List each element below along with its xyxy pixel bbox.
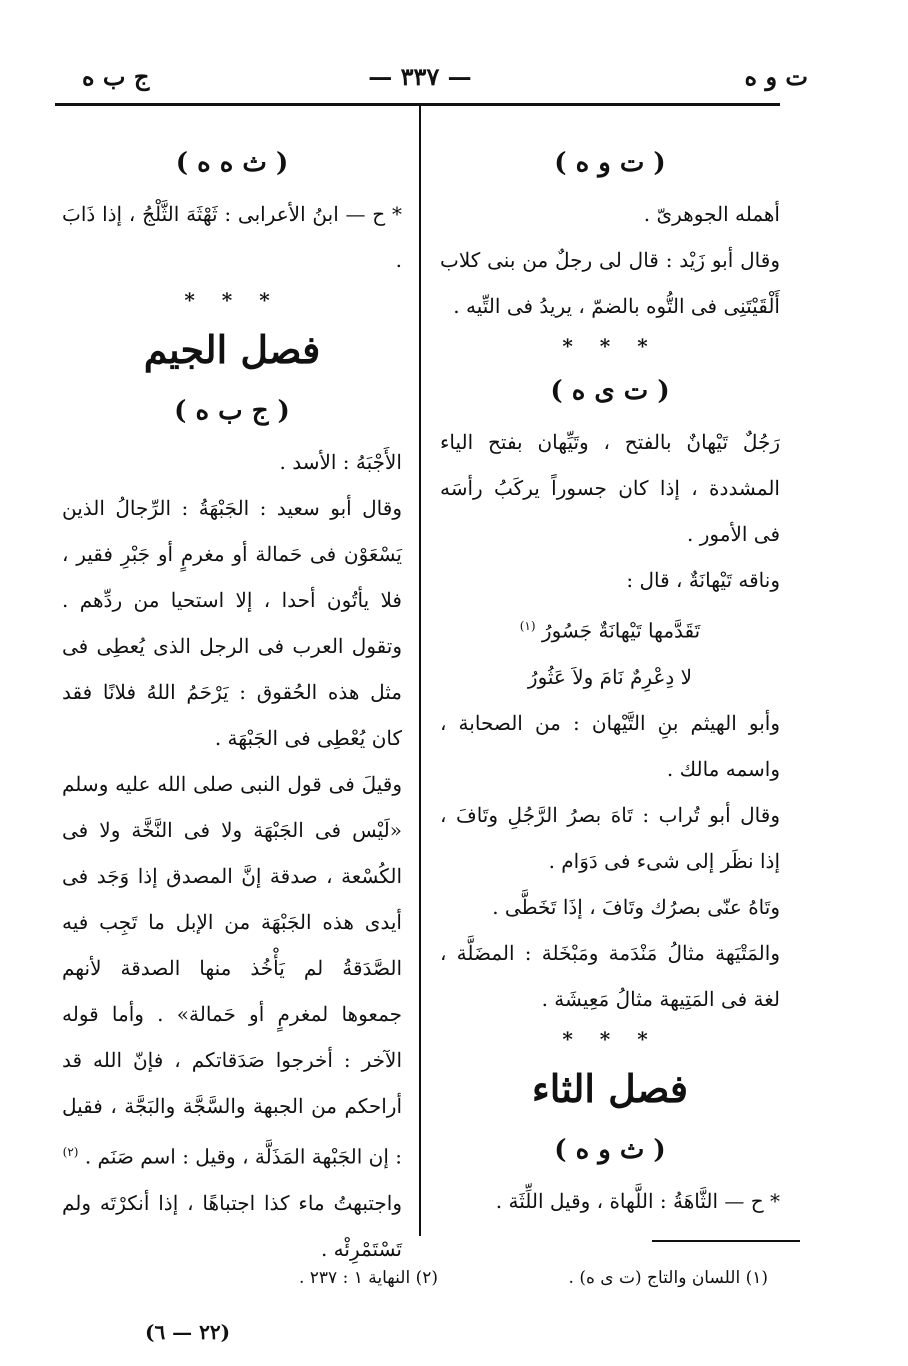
paragraph: وقال أبو زَيْد : قال لى رجلٌ من بنى كلاب أَلْقَيْتَنِى فى التُّوه بالضمّ ، يريدُ فى التِّيه . xyxy=(440,248,780,318)
paragraph-text: وقيلَ فى قول النبى صلى الله عليه وسلم «لَيْس فى الجَبْهَة ولا فى النَّخَّة ولا فى الكُسْعة ، صدقة إنَّ المصدق إذا وَجَد فى أيدى هذه الجَبْهَة من الإبل ما تَجِب فيه الصَّدَقةُ لم يَأْخُذ منها الصدقة لأنهم جمعوها لمغرمٍ أو حَمالة» . وأما قوله الآخر : أخرجوا صَدَقاتكم ، فإنّ الله قد أراحكم من الجبهة والسَّجَّة والبَجَّة ، فقيل : إن الجَبْهة المَذَلَّة ، وقيل : اسم صَنَم . xyxy=(62,772,402,1169)
section-title: فصل الثاء xyxy=(531,1065,689,1111)
paragraph: واجتبهتُ ماء كذا اجتباهًا ، إذا أنكرْتَه ولم تَسْتَمْرِئْه . xyxy=(62,1190,402,1261)
paragraph: * ح — ابنُ الأعرابى : ثَهْثَهَ الثَّلْجُ ، إذا ذَابَ . xyxy=(62,202,402,272)
footnote-marker: (١) xyxy=(519,619,536,633)
entry-heading-tyh: ( ت ى ه ) xyxy=(550,376,670,406)
entry-heading-thwh: ( ث و ه ) xyxy=(554,1134,666,1165)
poem-line xyxy=(440,603,780,654)
entry-heading-jbh: ( ج ب ه ) xyxy=(174,396,290,426)
footnote-1: (١) اللسان والتاج (ت ى ه) . xyxy=(568,1268,768,1288)
paragraph: الأَجْبَهُ : الأسد . xyxy=(279,450,402,474)
paragraph: والمَتْيَهة مثالُ مَنْدَمة ومَبْخَلة : المضَلَّة ، لغة فى المَتِيهة مثالُ مَعِيشَة . xyxy=(440,940,780,1011)
left-column xyxy=(62,135,402,1272)
footnote-2: (٢) النهاية ١ : ٢٣٧ . xyxy=(298,1268,438,1288)
section-title: فصل الجيم xyxy=(143,327,321,372)
right-column xyxy=(440,135,780,1224)
separator-stars: * * * xyxy=(184,288,280,312)
paragraph xyxy=(62,761,402,1180)
signature-mark: (٢٢ — ٦) xyxy=(145,1320,231,1344)
poem-line-text: تَقَدَّمها تَيْهانَةٌ جَسُورُ xyxy=(541,618,701,643)
header-left-keyword: ج ب ه xyxy=(82,62,150,91)
paragraph: وتَاهُ عنّى بصرُك وتَافَ ، إذَا تَخَطَّى . xyxy=(492,894,780,919)
footnote-marker: (٢) xyxy=(62,1145,79,1159)
column-divider xyxy=(419,106,421,1236)
paragraph: أهمله الجوهرىّ . xyxy=(643,202,780,226)
paragraph: وأبو الهيثم بنِ التَّيْهان : من الصحابة ، واسمه مالك . xyxy=(440,710,780,781)
page-number: — ٣٣٧ — xyxy=(368,62,472,91)
header-rule xyxy=(55,103,780,106)
entry-heading-thhh: ( ث ه ه ) xyxy=(175,148,289,178)
paragraph: وقال أبو سعيد : الجَبْهَةُ : الرِّجالُ الذين يَسْعَوْن فى حَمالة أو مغرمٍ أو جَبْرِ فقير ، فلا يأتُون أحدا ، إلا استحيا من ردِّهم . وتقول العرب فى الرجل الذى يُعطِى فى مثل هذه الحُقوق : يَرْحَمُ اللهُ فلانًا فقد كان يُعْطِى فى الجَبْهَة . xyxy=(62,496,402,750)
paragraph: وقال أبو تُراب : تَاهَ بصرُ الرَّجُلِ وتَافَ ، إذا نظَر إلى شىء فى دَوَام . xyxy=(440,802,780,873)
footnote-rule xyxy=(652,1240,800,1242)
separator-stars: * * * xyxy=(562,334,658,358)
paragraph: رَجُلٌ تَيْهانٌ بالفتح ، وتَيِّهان بفتح الياء المشددة ، إذا كان جسوراً يركَبُ رأسَه فى الأمور . xyxy=(440,430,780,546)
separator-stars: * * * xyxy=(562,1026,658,1051)
paragraph: * ح — الثَّاهَةُ : اللَّهاة ، وقيل اللِّثَة . xyxy=(495,1188,780,1213)
paragraph: وناقه تَيْهانَةٌ ، قال : xyxy=(626,568,780,592)
poem-line: لا دِعْرِمٌ نَامَ ولاَ عَثُورُ xyxy=(527,664,693,689)
entry-heading-twh: ( ت و ه ) xyxy=(554,148,666,178)
header-right-keyword: ت و ه xyxy=(744,62,808,91)
